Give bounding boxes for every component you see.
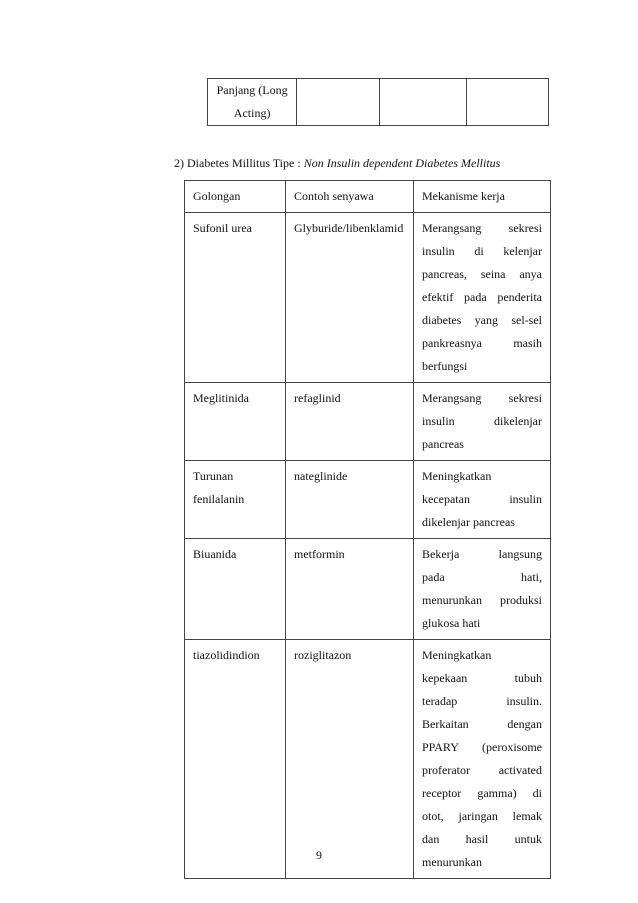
golongan-cell <box>185 461 286 539</box>
mekanisme-line: berfungsi <box>422 359 468 373</box>
mekanisme-line: Merangsang sekresi <box>422 221 542 235</box>
golongan-cell <box>185 539 286 640</box>
mekanisme-line: kepekaan tubuh <box>422 671 542 685</box>
contoh-senyawa-cell: Glyburide/libenklamid <box>286 213 414 383</box>
table-cell <box>297 79 380 126</box>
table-row <box>185 539 551 640</box>
mekanisme-line: pancreas, seina anya <box>422 267 542 281</box>
table-cell <box>208 79 297 126</box>
table-row <box>185 640 551 879</box>
mekanisme-cell <box>414 383 551 461</box>
mekanisme-line: proferator activated <box>422 763 542 777</box>
mekanisme-cell <box>414 640 551 879</box>
golongan-line: Meglitinida <box>193 391 249 405</box>
mekanisme-line: dan hasil untuk <box>422 832 542 846</box>
golongan-cell <box>185 383 286 461</box>
table-cell <box>466 79 548 126</box>
golongan-line: tiazolidindion <box>193 648 260 662</box>
mekanisme-line: otot, jaringan lemak <box>422 809 542 823</box>
mekanisme-line: pancreas <box>422 437 464 451</box>
mekanisme-line: kecepatan insulin <box>422 492 542 506</box>
mekanisme-line: pada hati, <box>422 570 542 584</box>
contoh-senyawa-cell: nateglinide <box>286 461 414 539</box>
mekanisme-line: Meningkatkan <box>422 469 492 483</box>
table-row <box>185 461 551 539</box>
golongan-cell <box>185 640 286 879</box>
mekanisme-line: PPARY (peroxisome <box>422 740 542 754</box>
mekanisme-line: Merangsang sekresi <box>422 391 542 405</box>
mekanisme-line: glukosa hati <box>422 616 481 630</box>
golongan-cell <box>185 213 286 383</box>
table-cell <box>380 79 466 126</box>
heading-text: 2) Diabetes Millitus Tipe : <box>174 156 304 170</box>
mekanisme-cell <box>414 539 551 640</box>
mekanisme-line: menurunkan <box>422 855 482 869</box>
mekanisme-line: efektif pada penderita <box>422 290 542 304</box>
golongan-line: Turunan <box>193 469 234 483</box>
mekanisme-line: teradap insulin. <box>422 694 542 708</box>
drug-class-table <box>184 180 551 879</box>
continuation-table <box>207 78 549 126</box>
table-row <box>185 213 551 383</box>
mekanisme-line: dikelenjar pancreas <box>422 515 515 529</box>
mekanisme-line: receptor gamma) di <box>422 786 542 800</box>
table-row <box>185 383 551 461</box>
contoh-senyawa-cell: roziglitazon <box>286 640 414 879</box>
heading-italic-text: Non Insulin dependent Diabetes Mellitus <box>303 156 501 170</box>
mekanisme-line: Berkaitan dengan <box>422 717 542 731</box>
mekanisme-line: insulin di kelenjar <box>422 244 542 258</box>
cell-line: Panjang (Long <box>216 83 288 97</box>
golongan-line: fenilalanin <box>193 492 245 506</box>
golongan-line: Sufonil urea <box>193 221 252 235</box>
table-row <box>208 79 549 126</box>
mekanisme-line: diabetes yang sel-sel <box>422 313 542 327</box>
table-body <box>185 213 551 879</box>
contoh-senyawa-cell: metformin <box>286 539 414 640</box>
mekanisme-line: pankreasnya masih <box>422 336 542 350</box>
mekanisme-cell <box>414 461 551 539</box>
mekanisme-cell <box>414 213 551 383</box>
table-header-row <box>185 181 551 213</box>
section-heading <box>174 156 500 171</box>
mekanisme-line: insulin dikelenjar <box>422 414 542 428</box>
page-number: 9 <box>316 848 322 862</box>
header-mekanisme-kerja: Mekanisme kerja <box>414 181 551 213</box>
header-golongan: Golongan <box>185 181 286 213</box>
cell-line: Acting) <box>233 106 271 120</box>
golongan-line: Biuanida <box>193 547 237 561</box>
header-contoh-senyawa: Contoh senyawa <box>286 181 414 213</box>
mekanisme-line: Bekerja langsung <box>422 547 542 561</box>
contoh-senyawa-cell: refaglinid <box>286 383 414 461</box>
mekanisme-line: menurunkan produksi <box>422 593 542 607</box>
mekanisme-line: Meningkatkan <box>422 648 492 662</box>
